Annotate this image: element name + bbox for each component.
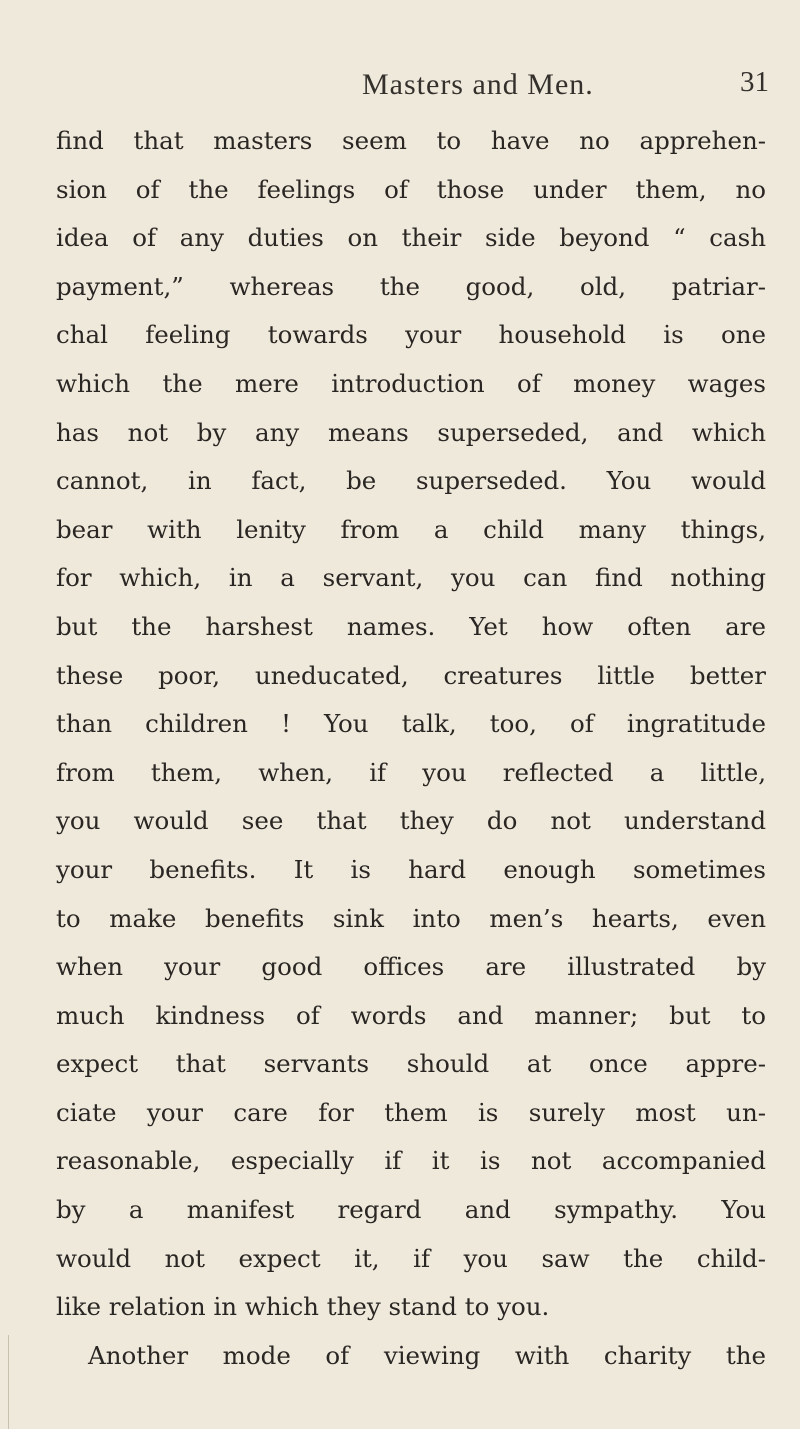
text-line: from them, when, if you reflected a little, — [56, 757, 766, 787]
text-line: like relation in which they stand to you. — [56, 1292, 550, 1322]
text-line: sion of the feelings of those under them, no — [56, 174, 766, 204]
text-line: when your good offices are illustrated by — [56, 952, 766, 982]
text-line: chal feeling towards your household is one — [56, 320, 766, 350]
body-text — [56, 117, 766, 1380]
margin-rule — [8, 1335, 9, 1429]
text-line: to make benefits sink into men’s hearts, even — [56, 903, 766, 933]
text-line: which the mere introduction of money wages — [56, 368, 766, 398]
text-line: but the harshest names. Yet how often are — [56, 611, 766, 641]
text-line: cannot, in fact, be superseded. You would — [56, 466, 766, 496]
text-line: idea of any duties on their side beyond “ cash — [56, 223, 766, 253]
text-line: than children ! You talk, too, of ingratitude — [56, 709, 766, 739]
text-line: much kindness of words and manner; but to — [56, 1000, 766, 1030]
text-line: you would see that they do not understand — [56, 806, 766, 836]
page-number: 31 — [740, 66, 769, 98]
text-line: bear with lenity from a child many things, — [56, 514, 766, 544]
text-line: reasonable, especially if it is not accompanied — [56, 1146, 766, 1176]
text-line: expect that servants should at once appre- — [56, 1049, 766, 1079]
text-line: for which, in a servant, you can find nothing — [56, 563, 766, 593]
text-line: payment,” whereas the good, old, patriar- — [56, 271, 766, 301]
text-line: find that masters seem to have no apprehen- — [56, 126, 766, 155]
text-line: by a manifest regard and sympathy. You — [56, 1195, 766, 1225]
running-title: Masters and Men. — [362, 68, 594, 101]
paragraph-start-line: Another mode of viewing with charity the — [88, 1340, 766, 1370]
text-line: has not by any means superseded, and which — [56, 417, 766, 447]
text-line: your benefits. It is hard enough sometimes — [56, 854, 766, 884]
text-line: would not expect it, if you saw the child- — [56, 1243, 766, 1273]
text-line: ciate your care for them is surely most un- — [56, 1097, 766, 1127]
text-line: these poor, uneducated, creatures little better — [56, 660, 766, 690]
